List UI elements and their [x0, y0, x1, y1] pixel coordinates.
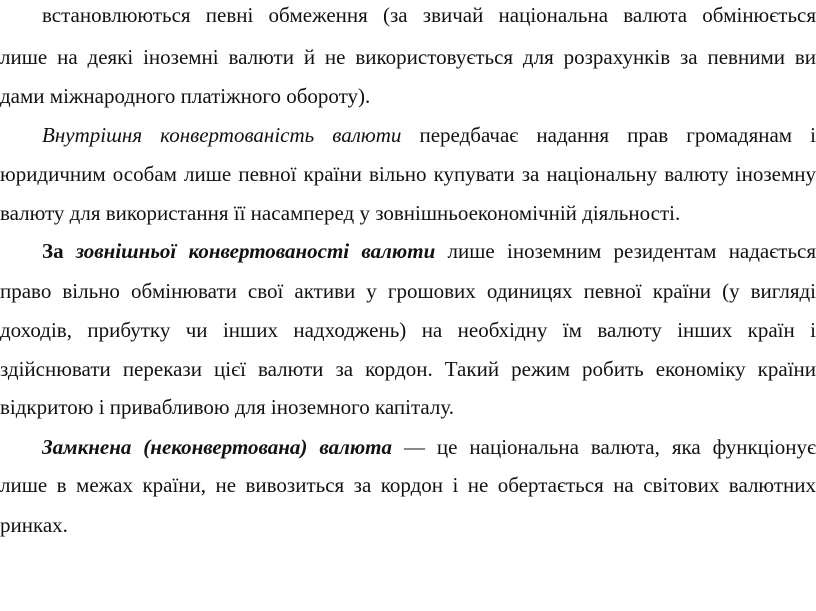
paragraph-4-line-1 [42, 434, 816, 460]
paragraph-3-line-1 [42, 238, 816, 264]
paragraph-1-line-3 [0, 83, 816, 109]
text-run: доходів, прибутку чи інших надходжень) на необхідну їм валюту інших країн і [0, 318, 816, 342]
paragraph-3-line-3 [0, 317, 816, 343]
paragraph-2-line-3 [0, 200, 816, 226]
text-run: валюту для використання її насамперед у зовнішньоекономічній діяльності. [0, 201, 681, 225]
paragraph-3-line-5 [0, 394, 816, 420]
text-run: відкритою і привабливою для іноземного капіталу. [0, 395, 455, 419]
text-run: дами міжнародного платіжного обороту). [0, 84, 371, 108]
text-run-bold: За [42, 239, 64, 263]
paragraph-3-line-4 [0, 356, 816, 382]
text-run: ринках. [0, 513, 68, 537]
paragraph-4-line-2 [0, 472, 816, 498]
text-run: здійснювати перекази цієї валюти за кордон. Такий режим робить економіку країни [0, 357, 816, 381]
paragraph-4-line-3 [0, 512, 816, 538]
term-closed-currency: Замкнена (неконвертована) валюта [42, 435, 393, 459]
text-run: лише іноземним резидентам надається [435, 239, 816, 263]
text-run: — це національна валюта, яка функціонує [392, 435, 816, 459]
term-internal-convertibility: Внутрішня конвертованість валюти [42, 123, 402, 147]
text-run: передбачає надання прав громадянам і [401, 123, 816, 147]
paragraph-3-line-2 [0, 278, 816, 304]
text-run: лише в межах країни, не вивозиться за кордон і не обертається на світових валютних [0, 473, 816, 497]
text-run: юридичним особам лише певної країни вільно купувати за національну валюту іноземну [0, 162, 816, 186]
term-external-convertibility: зовнішньої конвертованості валюти [75, 239, 436, 263]
text-run: право вільно обмінювати свої активи у грошових одиницях певної країни (у вигляді [0, 279, 816, 303]
paragraph-2-line-2 [0, 161, 816, 187]
paragraph-1-line-2 [0, 44, 816, 70]
text-run [64, 239, 76, 263]
text-run: встановлюються певні обмеження (за звичай національна валюта обмінюється [42, 3, 816, 27]
text-run: лише на деякі іноземні валюти й не використовується для розрахунків за певними ви [0, 45, 816, 69]
paragraph-2-line-1 [42, 122, 816, 148]
paragraph-1-line-1 [42, 2, 816, 28]
